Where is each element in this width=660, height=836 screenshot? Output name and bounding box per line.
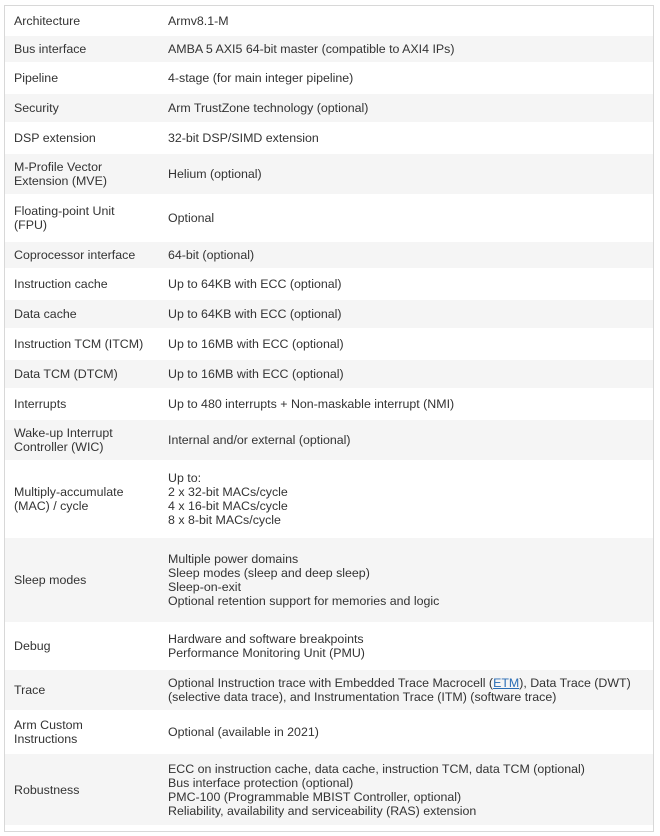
spec-label: (FPU) xyxy=(14,218,48,232)
spec-value: Reliability, availability and serviceability (RAS) extension xyxy=(168,803,477,818)
table-row xyxy=(5,537,653,623)
spec-value: Up to 16MB with ECC (optional) xyxy=(168,337,344,351)
table-row xyxy=(5,299,653,329)
spec-label: Pipeline xyxy=(14,71,59,85)
spec-label: DSP extension xyxy=(14,131,96,145)
table-row xyxy=(5,711,653,753)
spec-label-cell xyxy=(5,419,159,461)
spec-label: (MAC) / cycle xyxy=(14,499,89,513)
table-row xyxy=(5,241,653,269)
spec-value: 4-stage (for main integer pipeline) xyxy=(168,71,354,85)
spec-value: Optional xyxy=(168,211,215,225)
table-row xyxy=(5,153,653,195)
table-row xyxy=(5,389,653,419)
table-row xyxy=(5,461,653,537)
spec-label: Wake-up Interrupt xyxy=(14,426,113,440)
spec-label: Coprocessor interface xyxy=(14,248,136,262)
spec-value: Up to 64KB with ECC (optional) xyxy=(168,307,342,321)
table-row xyxy=(5,7,653,35)
table-row xyxy=(5,93,653,123)
spec-label: Data TCM (DTCM) xyxy=(14,367,118,381)
spec-value-cell xyxy=(159,359,653,389)
spec-label: Multiply-accumulate xyxy=(14,485,124,499)
spec-label: Controller (WIC) xyxy=(14,440,104,454)
spec-label: Data cache xyxy=(14,307,77,321)
table-row xyxy=(5,419,653,461)
table-row xyxy=(5,753,653,825)
spec-label: Debug xyxy=(14,639,51,653)
spec-value: Optional (available in 2021) xyxy=(168,725,319,739)
spec-value-cell xyxy=(159,753,653,825)
spec-value-cell xyxy=(159,269,653,299)
spec-label: M-Profile Vector xyxy=(14,160,103,174)
spec-label-cell xyxy=(5,359,159,389)
spec-label: Security xyxy=(14,101,59,115)
table-row xyxy=(5,269,653,299)
spec-value: Armv8.1-M xyxy=(168,14,229,28)
spec-value-cell xyxy=(159,669,653,711)
spec-label: Robustness xyxy=(14,782,80,797)
spec-value-cell xyxy=(159,63,653,93)
spec-value-cell xyxy=(159,241,653,269)
spec-label: Arm Custom xyxy=(14,718,83,732)
spec-value-cell xyxy=(159,195,653,241)
spec-table xyxy=(5,6,653,825)
spec-value-cell xyxy=(159,711,653,753)
spec-value-cell xyxy=(159,389,653,419)
spec-label-cell xyxy=(5,93,159,123)
spec-value: 4 x 16-bit MACs/cycle xyxy=(168,499,288,513)
spec-value-cell xyxy=(159,461,653,537)
spec-value: Arm TrustZone technology (optional) xyxy=(168,101,369,115)
spec-label: Sleep modes xyxy=(14,573,87,587)
spec-value: Sleep modes (sleep and deep sleep) xyxy=(168,566,370,580)
spec-value: 64-bit (optional) xyxy=(168,248,255,262)
spec-value-cell xyxy=(159,623,653,669)
spec-label: Extension (MVE) xyxy=(14,174,107,188)
spec-value: Up to 16MB with ECC (optional) xyxy=(168,367,344,381)
spec-value: Up to 480 interrupts + Non-maskable interrupt (NMI) xyxy=(168,397,455,411)
etm-link[interactable]: ETM xyxy=(493,676,520,690)
spec-table-body xyxy=(5,7,653,825)
spec-label-cell xyxy=(5,269,159,299)
spec-label-cell xyxy=(5,753,159,825)
spec-label: Instruction cache xyxy=(14,277,108,291)
spec-value: AMBA 5 AXI5 64-bit master (compatible to AXI4 IPs) xyxy=(168,42,455,56)
table-row xyxy=(5,669,653,711)
spec-value-cell xyxy=(159,419,653,461)
spec-value: Optional Instruction trace with Embedded Trace Macrocell (ETM), Data Trace (DWT) xyxy=(168,676,631,690)
spec-value: PMC-100 (Programmable MBIST Controller, optional) xyxy=(168,789,462,804)
spec-label-cell xyxy=(5,711,159,753)
spec-value-cell xyxy=(159,7,653,35)
table-row xyxy=(5,195,653,241)
spec-value: Up to: xyxy=(168,471,202,485)
spec-table-container xyxy=(4,5,654,832)
spec-value: Internal and/or external (optional) xyxy=(168,433,351,447)
spec-label-cell xyxy=(5,623,159,669)
spec-label-cell xyxy=(5,329,159,359)
spec-label: Bus interface xyxy=(14,42,87,56)
table-row xyxy=(5,123,653,153)
spec-label-cell xyxy=(5,241,159,269)
spec-label-cell xyxy=(5,669,159,711)
spec-value: Up to 64KB with ECC (optional) xyxy=(168,277,342,291)
spec-label: Interrupts xyxy=(14,397,67,411)
spec-value-cell xyxy=(159,93,653,123)
spec-value: Hardware and software breakpoints xyxy=(168,632,364,646)
spec-label: Instruction TCM (ITCM) xyxy=(14,337,144,351)
spec-label-cell xyxy=(5,537,159,623)
table-row xyxy=(5,623,653,669)
spec-value-cell xyxy=(159,537,653,623)
spec-label-cell xyxy=(5,7,159,35)
spec-value: Optional retention support for memories and logic xyxy=(168,594,440,608)
spec-label: Instructions xyxy=(14,732,78,746)
spec-value-cell xyxy=(159,123,653,153)
spec-label-cell xyxy=(5,299,159,329)
spec-value: 32-bit DSP/SIMD extension xyxy=(168,131,319,145)
spec-label: Trace xyxy=(14,683,46,697)
spec-label-cell xyxy=(5,35,159,63)
spec-label-cell xyxy=(5,461,159,537)
table-row xyxy=(5,329,653,359)
spec-value-cell xyxy=(159,153,653,195)
spec-value: Bus interface protection (optional) xyxy=(168,775,354,790)
spec-label: Floating-point Unit xyxy=(14,204,115,218)
spec-label-cell xyxy=(5,63,159,93)
spec-value: Helium (optional) xyxy=(168,167,262,181)
table-row xyxy=(5,35,653,63)
spec-value: (selective data trace), and Instrumentation Trace (ITM) (software trace) xyxy=(168,690,557,704)
spec-label-cell xyxy=(5,195,159,241)
spec-value: Multiple power domains xyxy=(168,552,299,566)
spec-label-cell xyxy=(5,153,159,195)
table-row xyxy=(5,359,653,389)
spec-value: 2 x 32-bit MACs/cycle xyxy=(168,485,288,499)
spec-value: ECC on instruction cache, data cache, instruction TCM, data TCM (optional) xyxy=(168,761,585,776)
spec-value: Performance Monitoring Unit (PMU) xyxy=(168,646,365,660)
spec-value: Sleep-on-exit xyxy=(168,580,242,594)
spec-label-cell xyxy=(5,123,159,153)
spec-label: Architecture xyxy=(14,14,81,28)
spec-value-cell xyxy=(159,299,653,329)
spec-value-cell xyxy=(159,35,653,63)
spec-value-cell xyxy=(159,329,653,359)
spec-value: 8 x 8-bit MACs/cycle xyxy=(168,513,281,527)
spec-label-cell xyxy=(5,389,159,419)
table-row xyxy=(5,63,653,93)
